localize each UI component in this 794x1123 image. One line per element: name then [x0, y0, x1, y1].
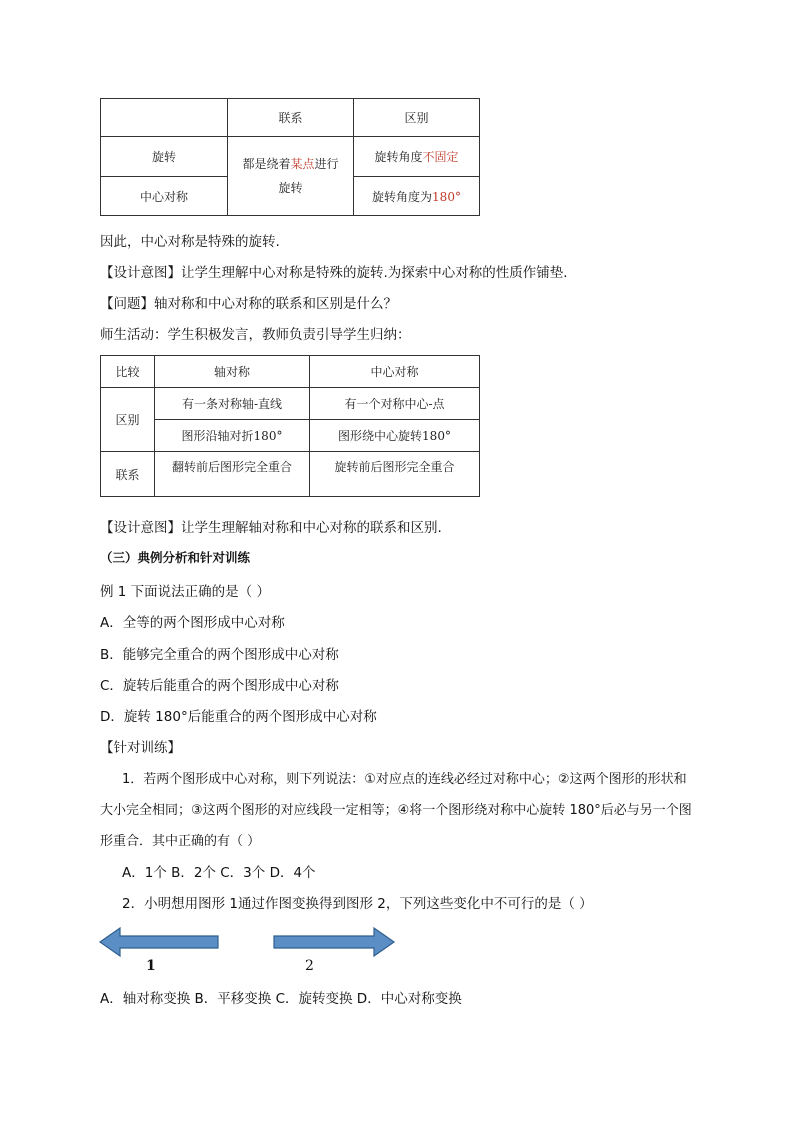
- left-arrow-icon: [100, 928, 218, 956]
- example-1: 例 1 下面说法正确的是（ ）: [100, 584, 270, 600]
- diff1-text: 旋转角度: [374, 150, 423, 164]
- table1-header-difference: 区别: [354, 99, 480, 137]
- section-heading: （三）典例分析和针对训练: [100, 550, 251, 565]
- activity-text: 师生活动：学生积极发言，教师负责引导学生归纳：: [100, 327, 411, 343]
- diff2-highlight: 180°: [432, 189, 461, 204]
- conclusion-text: 因此，中心对称是特殊的旋转.: [100, 234, 280, 250]
- table2-header-axial: 轴对称: [155, 356, 310, 388]
- question-1-line1: 1．若两个图形成中心对称，则下列说法：①对应点的连线必经过对称中心；②这两个图形的形状和: [122, 772, 687, 787]
- table1-connection-cell: [228, 137, 354, 216]
- table2-row-connection: 联系: [101, 452, 155, 497]
- table2-central-diff1: 有一个对称中心-点: [310, 388, 480, 420]
- design-intent-1: 【设计意图】让学生理解中心对称是特殊的旋转.为探索中心对称的性质作铺垫.: [100, 265, 568, 281]
- table2-row-difference: 区别: [101, 388, 155, 452]
- connection-highlight: 某点: [290, 157, 315, 171]
- table2-central-conn: 旋转前后图形完全重合: [310, 452, 480, 497]
- option-c: C．旋转后能重合的两个图形成中心对称: [100, 678, 339, 694]
- connection-text-line2: 旋转: [278, 181, 303, 195]
- table2-axial-diff1: 有一条对称轴-直线: [155, 388, 310, 420]
- question-text: 【问题】轴对称和中心对称的联系和区别是什么？: [100, 296, 397, 312]
- arrows-figure: [98, 925, 398, 981]
- table2-axial-diff2: 图形沿轴对折180°: [155, 420, 310, 452]
- table1-row-rotation: 旋转: [101, 137, 228, 177]
- symmetry-comparison-table: [100, 355, 480, 497]
- question-1-line3: 形重合．其中正确的有（ ）: [100, 834, 261, 849]
- right-arrow-icon: [274, 928, 394, 956]
- question-2-options: A．轴对称变换 B．平移变换 C．旋转变换 D．中心对称变换: [100, 991, 462, 1007]
- table1-header-connection: 联系: [228, 99, 354, 137]
- table2-axial-conn: 翻转前后图形完全重合: [155, 452, 310, 497]
- option-b: B．能够完全重合的两个图形成中心对称: [100, 647, 339, 663]
- table1-row-central-symmetry: 中心对称: [101, 177, 228, 216]
- figure-1-label: 1: [146, 958, 156, 974]
- table1-header-empty: [101, 99, 228, 137]
- table2-header-compare: 比较: [101, 356, 155, 388]
- option-a: A．全等的两个图形成中心对称: [100, 615, 285, 631]
- training-heading: 【针对训练】: [100, 740, 181, 756]
- diff1-highlight: 不固定: [422, 150, 459, 164]
- rotation-comparison-table: [100, 98, 480, 216]
- table2-central-diff2: 图形绕中心旋转180°: [310, 420, 480, 452]
- question-1-options: A．1个 B．2个 C．3个 D．4个: [122, 865, 316, 881]
- table1-diff-central: [354, 177, 480, 216]
- table2-header-central: 中心对称: [310, 356, 480, 388]
- question-2: 2．小明想用图形 1通过作图变换得到图形 2，下列这些变化中不可行的是（ ）: [122, 896, 593, 912]
- diff2-text: 旋转角度为: [372, 189, 433, 204]
- connection-text: 都是绕着: [242, 157, 291, 171]
- question-1-line2: 大小完全相同；③这两个图形的对应线段一定相等；④将一个图形绕对称中心旋转 180°后必与另一个图: [100, 803, 692, 818]
- table1-diff-rotation: [354, 137, 480, 177]
- connection-text-end: 进行: [314, 157, 339, 171]
- figure-2-label: 2: [305, 958, 314, 974]
- design-intent-2: 【设计意图】让学生理解轴对称和中心对称的联系和区别.: [100, 520, 442, 536]
- option-d: D．旋转 180°后能重合的两个图形成中心对称: [100, 709, 377, 725]
